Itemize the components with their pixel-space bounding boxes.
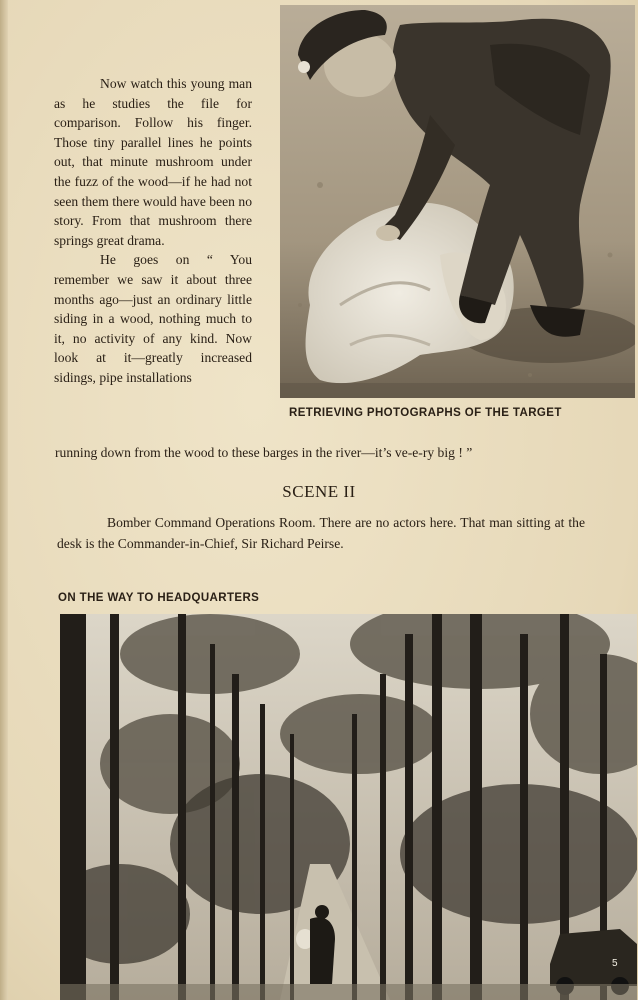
paragraph-goes-on: He goes on “ You remember we saw it about three months ago—just an ordinary little siding in a wood, nothing much to it, no activity of any kind. Now look at it—greatly increased sidings, pipe installations	[54, 252, 252, 385]
page-number: 5	[612, 958, 618, 969]
paragraph-continuation-line: running down from the wood to these barges in the river—it’s ve-e-ry big ! ”	[55, 445, 473, 460]
scene-heading: SCENE II	[282, 482, 356, 501]
photo-way-to-headquarters	[60, 614, 637, 1000]
top-photo-caption: RETRIEVING PHOTOGRAPHS OF THE TARGET	[289, 407, 562, 419]
scene-paragraph: Bomber Command Operations Room. There are no actors here. That man sitting at the desk is the Commander-in-Chief, Sir Richard Peirse.	[57, 515, 585, 551]
paragraph-file-comparison: Now watch this young man as he studies the file for comparison. Follow his finger. Those tiny parallel lines he points out, that minute mushroom under the fuzz of the wood—if he had not seen them there would have been no story. From that mushroom there springs great drama.	[54, 76, 252, 248]
scene-description	[57, 513, 585, 554]
left-column-text	[54, 74, 252, 388]
bottom-photo-caption: ON THE WAY TO HEADQUARTERS	[58, 592, 260, 604]
photo-retrieving-photographs	[280, 5, 635, 398]
